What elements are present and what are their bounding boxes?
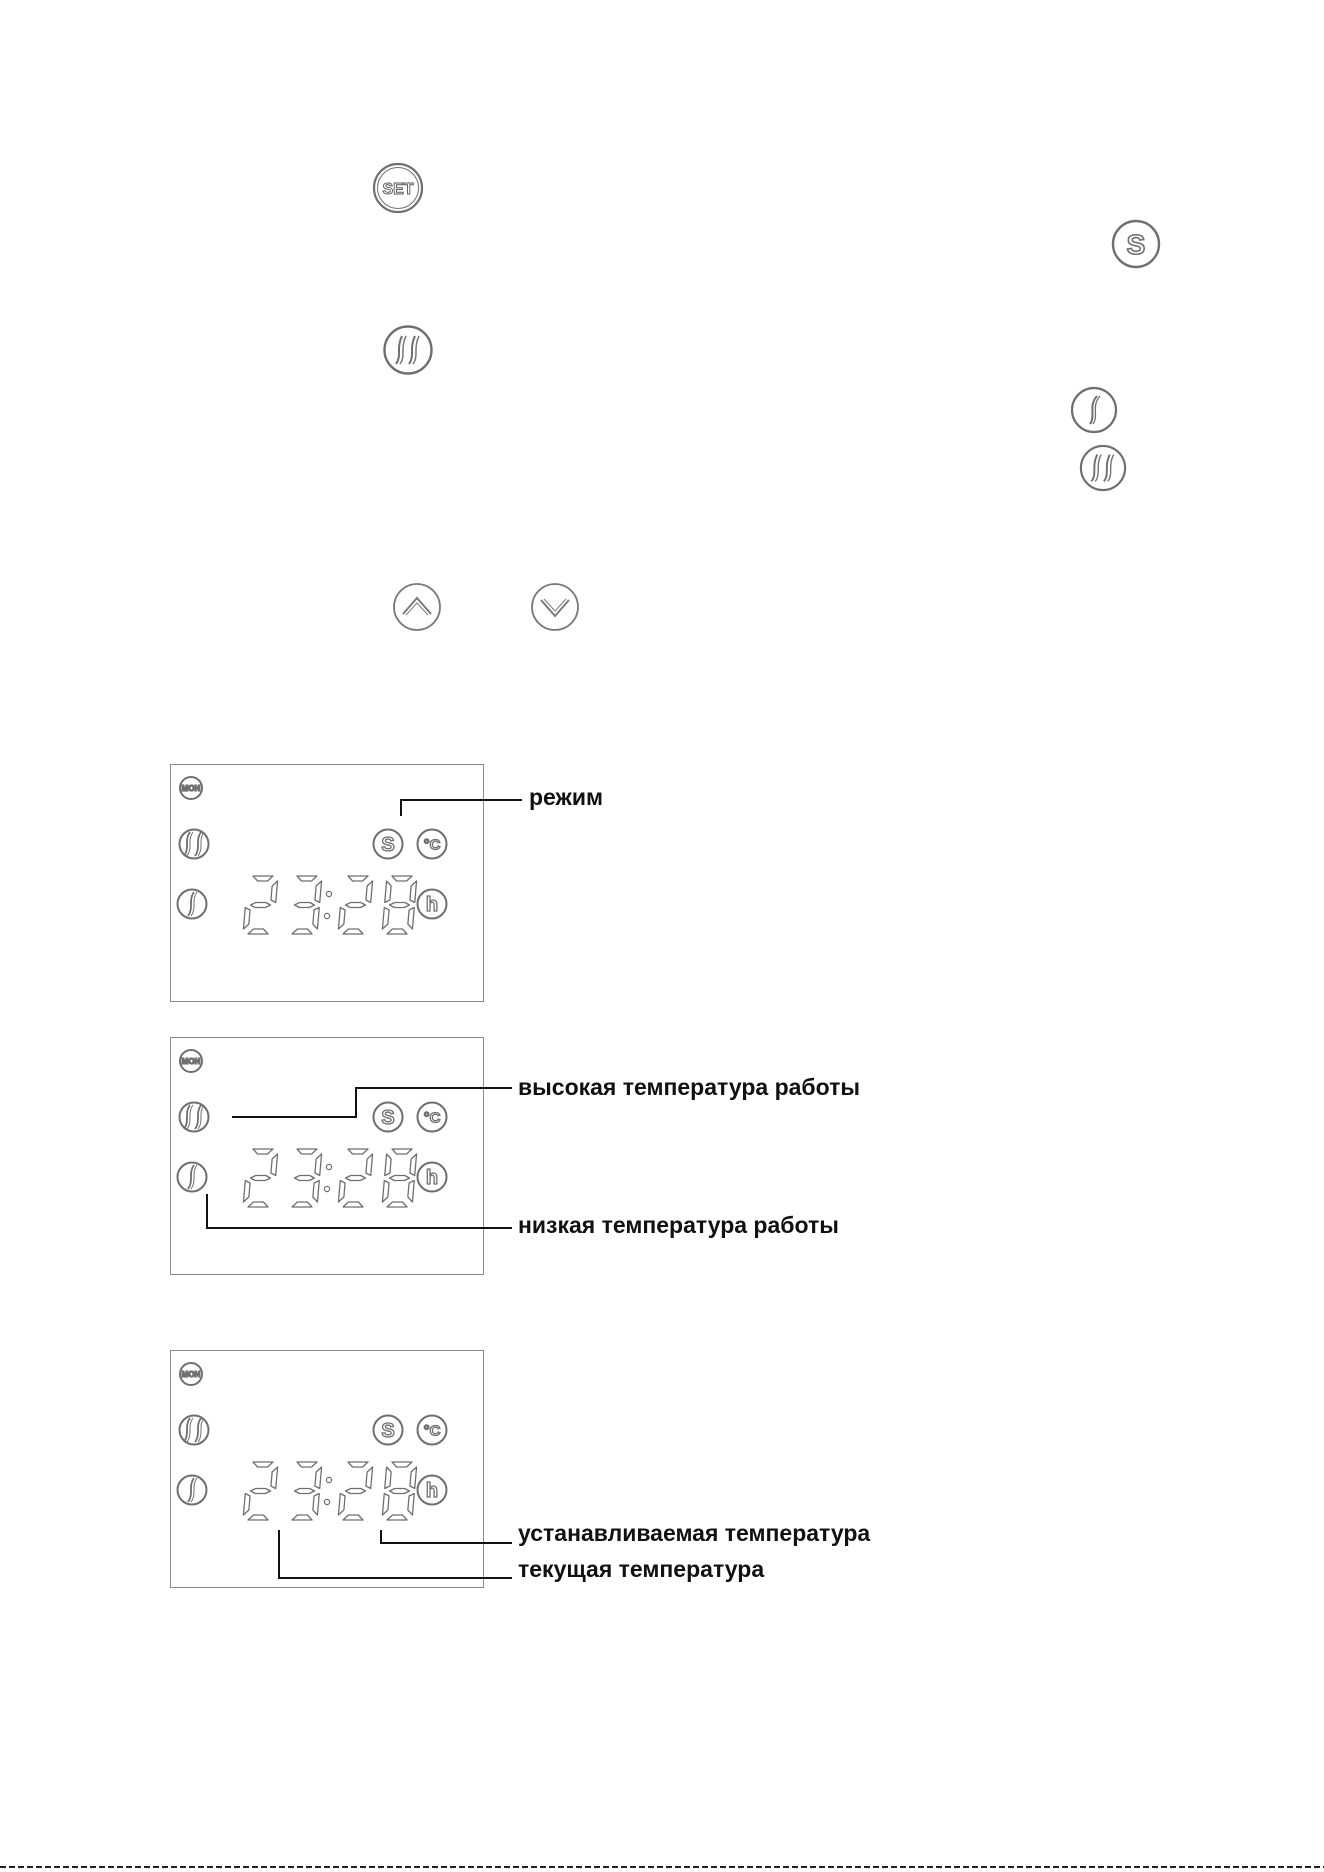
leader-current-temp <box>279 1530 512 1578</box>
svg-text:S: S <box>381 1420 395 1443</box>
label-set-temp: устанавливаемая температура <box>518 1520 871 1546</box>
mode-button-label: S <box>1126 229 1146 260</box>
svg-text:S: S <box>381 834 395 857</box>
set-button-label: SET <box>382 181 414 198</box>
leader-low-temp <box>207 1194 512 1228</box>
leader-mode <box>401 800 522 816</box>
svg-text:MON: MON <box>181 1369 201 1379</box>
leader-set-temp <box>381 1530 512 1543</box>
page-bottom-border <box>0 1866 1324 1868</box>
label-low-temp: низкая температура работы <box>518 1212 839 1238</box>
svg-text:MON: MON <box>181 1056 201 1066</box>
svg-text:h: h <box>425 1167 439 1190</box>
svg-text:°C: °C <box>423 836 441 854</box>
leader-high-temp <box>232 1088 512 1117</box>
svg-text:°C: °C <box>423 1109 441 1127</box>
label-mode: режим <box>529 784 603 810</box>
svg-text:S: S <box>381 1107 395 1130</box>
svg-text:h: h <box>425 1480 439 1503</box>
svg-text:MON: MON <box>181 783 201 793</box>
label-high-temp: высокая температура работы <box>518 1074 861 1100</box>
svg-text:h: h <box>425 894 439 917</box>
svg-text:°C: °C <box>423 1422 441 1440</box>
label-current-temp: текущая температура <box>518 1556 765 1582</box>
